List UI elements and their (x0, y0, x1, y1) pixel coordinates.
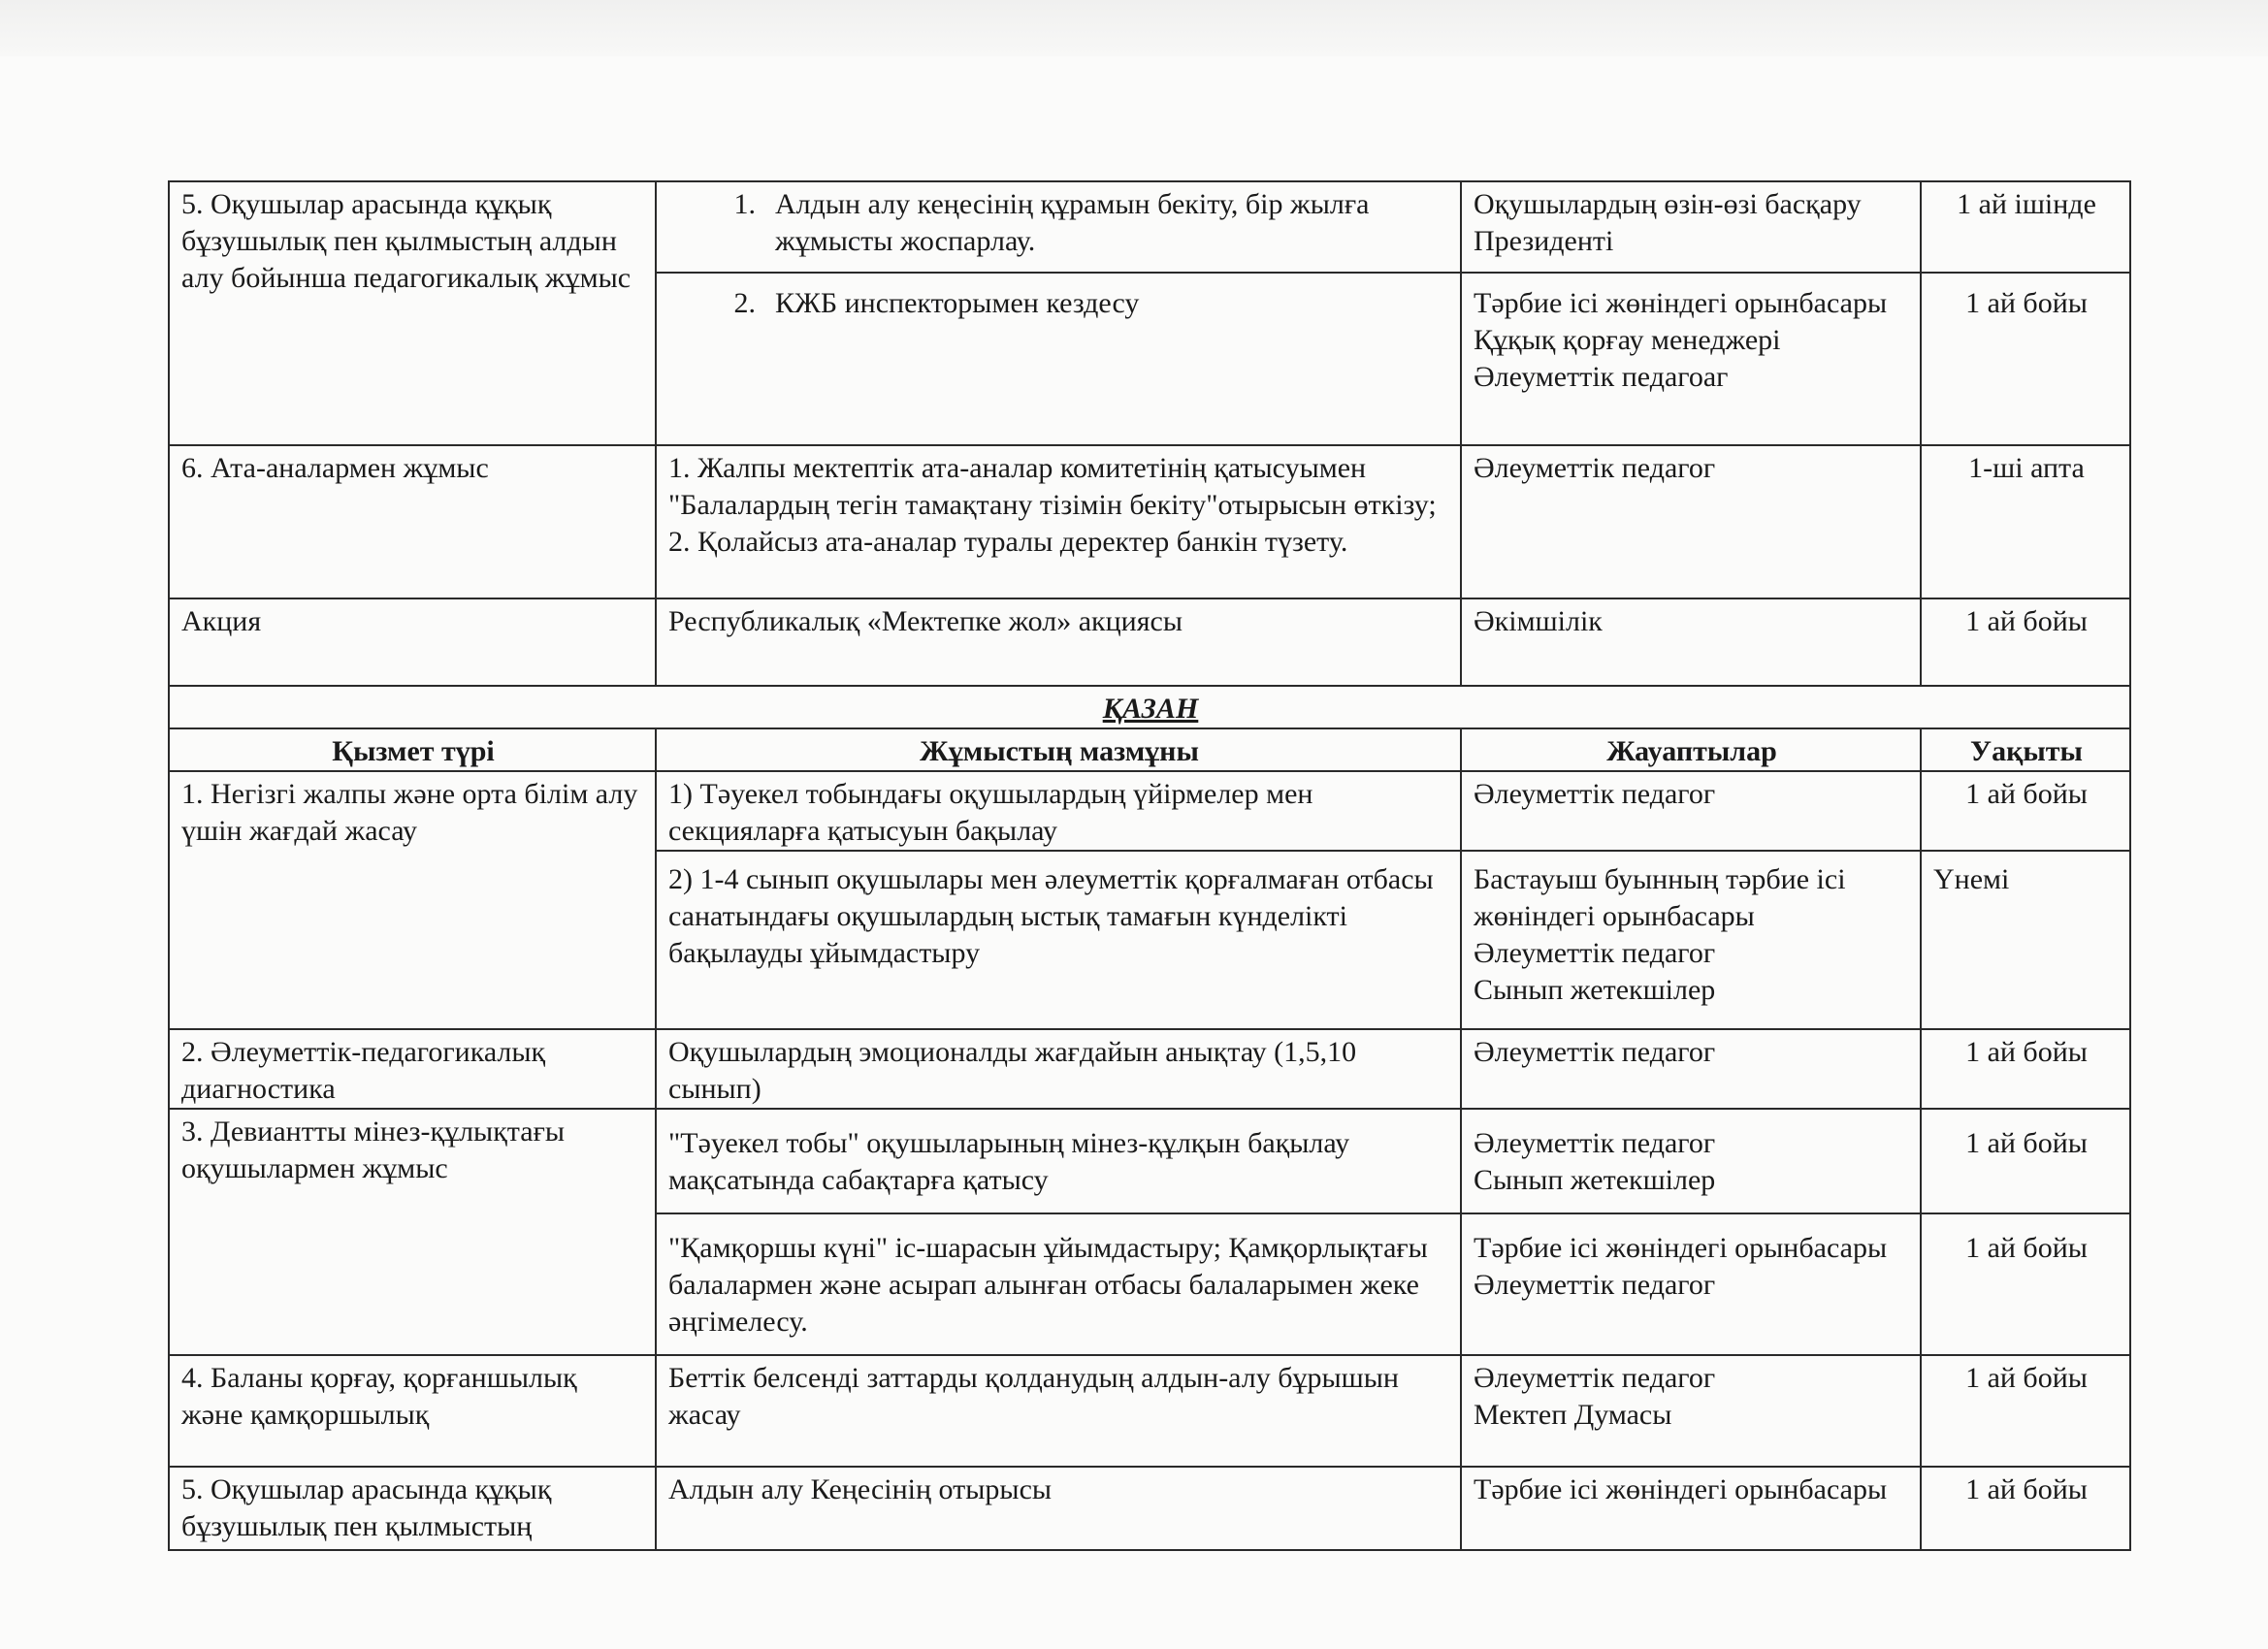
header-activity: Қызмет түрі (169, 728, 656, 771)
responsible-line: Бастауыш буынның тәрбие ісі жөніндегі орынбасары (1474, 863, 1846, 932)
time-cell: 1 ай бойы (1921, 1355, 2130, 1467)
content-line: 1. Жалпы мектептік ата-аналар комитетінің қатысуымен "Балалардың тегін тамақтану тізімін бекіту"отырысын өткізу; (668, 452, 1437, 521)
responsible-line: Тәрбие ісі жөніндегі орынбасары (1474, 1232, 1888, 1264)
table-row (169, 1109, 2130, 1213)
item-text: Алдын алу кеңесінің құрамын бекіту, бір жылға жұмысты жоспарлау. (775, 188, 1370, 257)
item-text: КЖБ инспекторымен кездесу (775, 287, 1140, 319)
table-row (169, 181, 2130, 273)
time-cell: 1 ай бойы (1921, 1109, 2130, 1213)
responsible-cell (1461, 1355, 1921, 1467)
content-cell (656, 273, 1461, 445)
header-time: Уақыты (1921, 728, 2130, 771)
activity-cell: 3. Девиантты мінез-құлықтағы оқушылармен жұмыс (169, 1109, 656, 1355)
header-responsible: Жауаптылар (1461, 728, 1921, 771)
time-cell: 1 ай бойы (1921, 1213, 2130, 1355)
responsible-line: Құқық қорғау менеджері (1474, 324, 1781, 356)
responsible-cell: Әлеуметтік педагог (1461, 445, 1921, 598)
responsible-line: Мектеп Думасы (1474, 1399, 1672, 1431)
activity-cell: 4. Баланы қорғау, қорғаншылық және қамқоршылық (169, 1355, 656, 1467)
responsible-line: Сынып жетекшілер (1474, 1164, 1716, 1196)
content-cell: 2) 1-4 сынып оқушылары мен әлеуметтік қорғалмаған отбасы санатындағы оқушылардың ыстық тамағын күнделікті бақылауды ұйымдастыру (656, 851, 1461, 1029)
activity-cell: Акция (169, 598, 656, 686)
table-row (169, 1029, 2130, 1109)
content-cell: Беттік белсенді заттарды қолданудың алдын-алу бұрышын жасау (656, 1355, 1461, 1467)
table-row (169, 1355, 2130, 1467)
time-cell: Үнемі (1921, 851, 2130, 1029)
responsible-line: Әлеуметтік педагоаг (1474, 361, 1729, 393)
header-content: Жұмыстың мазмұны (656, 728, 1461, 771)
responsible-line: Әлеуметтік педагог (1474, 937, 1716, 969)
work-plan-table (168, 180, 2131, 1551)
time-cell: 1 ай ішінде (1921, 181, 2130, 273)
responsible-cell: Әлеуметтік педагог (1461, 1029, 1921, 1109)
responsible-line: Тәрбие ісі жөніндегі орынбасары (1474, 287, 1888, 319)
time-cell: 1 ай бойы (1921, 771, 2130, 851)
responsible-line: Әлеуметтік педагог (1474, 1269, 1716, 1301)
item-number: 1. (733, 188, 756, 220)
responsible-line: Сынып жетекшілер (1474, 974, 1716, 1006)
activity-cell: 2. Әлеуметтік-педагогикалық диагностика (169, 1029, 656, 1109)
responsible-cell: Әлеуметтік педагог (1461, 771, 1921, 851)
scan-top-shade (0, 0, 2268, 56)
responsible-cell (1461, 181, 1921, 273)
responsible-line: Әлеуметтік педагог (1474, 1362, 1716, 1394)
time-cell: 1-ші апта (1921, 445, 2130, 598)
time-cell: 1 ай бойы (1921, 598, 2130, 686)
activity-cell: 1. Негізгі жалпы және орта білім алу үшін жағдай жасау (169, 771, 656, 1029)
responsible-cell (1461, 1213, 1921, 1355)
activity-cell: 5. Оқушылар арасында құқық бұзушылық пен қылмыстың (169, 1467, 656, 1550)
time-cell: 1 ай бойы (1921, 1467, 2130, 1550)
responsible-cell (1461, 273, 1921, 445)
month-row (169, 686, 2130, 728)
content-cell: Алдын алу Кеңесінің отырысы (656, 1467, 1461, 1550)
month-title: ҚАЗАН (169, 686, 2130, 728)
header-row (169, 728, 2130, 771)
content-cell: Оқушылардың эмоционалды жағдайын анықтау (1,5,10 сынып) (656, 1029, 1461, 1109)
table-row (169, 1467, 2130, 1550)
content-cell (656, 445, 1461, 598)
content-line: 2. Қолайсыз ата-аналар туралы деректер банкін түзету. (668, 526, 1348, 558)
time-cell: 1 ай бойы (1921, 1029, 2130, 1109)
responsible-cell (1461, 1109, 1921, 1213)
table-row (169, 598, 2130, 686)
table-row (169, 771, 2130, 851)
responsible-cell (1461, 851, 1921, 1029)
time-cell: 1 ай бойы (1921, 273, 2130, 445)
responsible-line: Оқушылардың өзін-өзі басқару Президенті (1474, 188, 1862, 257)
content-cell: Республикалық «Мектепке жол» акциясы (656, 598, 1461, 686)
item-number: 2. (733, 287, 756, 319)
content-cell (656, 181, 1461, 273)
activity-cell: 5. Оқушылар арасында құқық бұзушылық пен қылмыстың алдын алу бойынша педагогикалық жұмыс (169, 181, 656, 445)
content-cell: "Қамқоршы күні" іс-шарасын ұйымдастыру; Қамқорлықтағы балалармен және асырап алынған отбасы балаларымен жеке әңгімелесу. (656, 1213, 1461, 1355)
activity-cell: 6. Ата-аналармен жұмыс (169, 445, 656, 598)
responsible-line: Әлеуметтік педагог (1474, 1127, 1716, 1159)
table-row (169, 445, 2130, 598)
responsible-cell: Әкімшілік (1461, 598, 1921, 686)
content-cell: "Тәуекел тобы" оқушыларының мінез-құлқын бақылау мақсатында сабақтарға қатысу (656, 1109, 1461, 1213)
responsible-cell: Тәрбие ісі жөніндегі орынбасары (1461, 1467, 1921, 1550)
content-cell: 1) Тәуекел тобындағы оқушылардың үйірмелер мен секцияларға қатысуын бақылау (656, 771, 1461, 851)
